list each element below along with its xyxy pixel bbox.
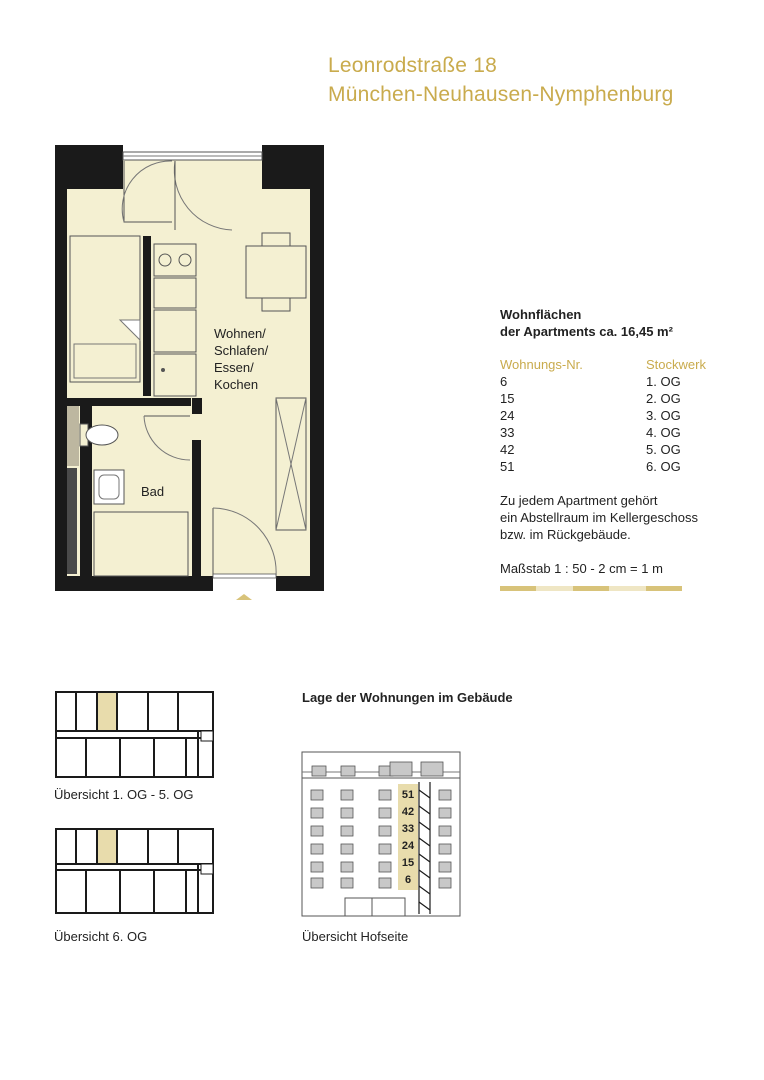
unit-floor: 1. OG [646,374,681,389]
overview-floor-6-caption: Übersicht 6. OG [54,929,148,944]
col-number-header: Wohnungs-Nr. [500,357,583,372]
storage-note-line-2: ein Abstellraum im Kellergeschoss [500,510,698,525]
living-room-line-3: Essen/ [214,360,254,375]
facade-unit-labels [398,787,418,889]
scale-text: Maßstab 1 : 50 - 2 cm = 1 m [500,561,663,576]
facade-unit-label: 33 [401,823,415,835]
col-floor-header: Stockwerk [646,357,706,372]
unit-number: 51 [500,459,515,474]
location-heading: Lage der Wohnungen im Gebäude [302,690,513,705]
unit-floor: 6. OG [646,459,681,474]
unit-floor: 3. OG [646,408,681,423]
facade-caption: Übersicht Hofseite [302,929,409,944]
address-street: Leonrodstraße 18 [328,54,497,77]
facade-unit-label: 42 [401,806,415,818]
storage-note-line-1: Zu jedem Apartment gehört [500,493,658,508]
bath-label: Bad [141,484,165,499]
address-district: München-Neuhausen-Nymphenburg [328,83,674,106]
facade-unit-label: 6 [404,874,412,886]
area-heading: Wohnflächen [500,307,582,322]
facade-unit-label: 24 [401,840,415,852]
unit-number: 33 [500,425,515,440]
unit-floor: 5. OG [646,442,681,457]
living-room-line-2: Schlafen/ [214,343,269,358]
unit-number: 42 [500,442,515,457]
unit-floor: 4. OG [646,425,681,440]
facade-unit-label: 51 [401,789,415,801]
overview-floor-1-5-caption: Übersicht 1. OG - 5. OG [54,787,194,802]
unit-number: 15 [500,391,515,406]
unit-floor: 2. OG [646,391,681,406]
living-room-line-4: Kochen [214,377,259,392]
facade-unit-label: 15 [401,857,415,869]
storage-note-line-3: bzw. im Rückgebäude. [500,527,631,542]
living-room-line-1: Wohnen/ [214,326,266,341]
unit-number: 6 [500,374,508,389]
area-value: der Apartments ca. 16,45 m² [500,324,673,339]
unit-number: 24 [500,408,515,423]
